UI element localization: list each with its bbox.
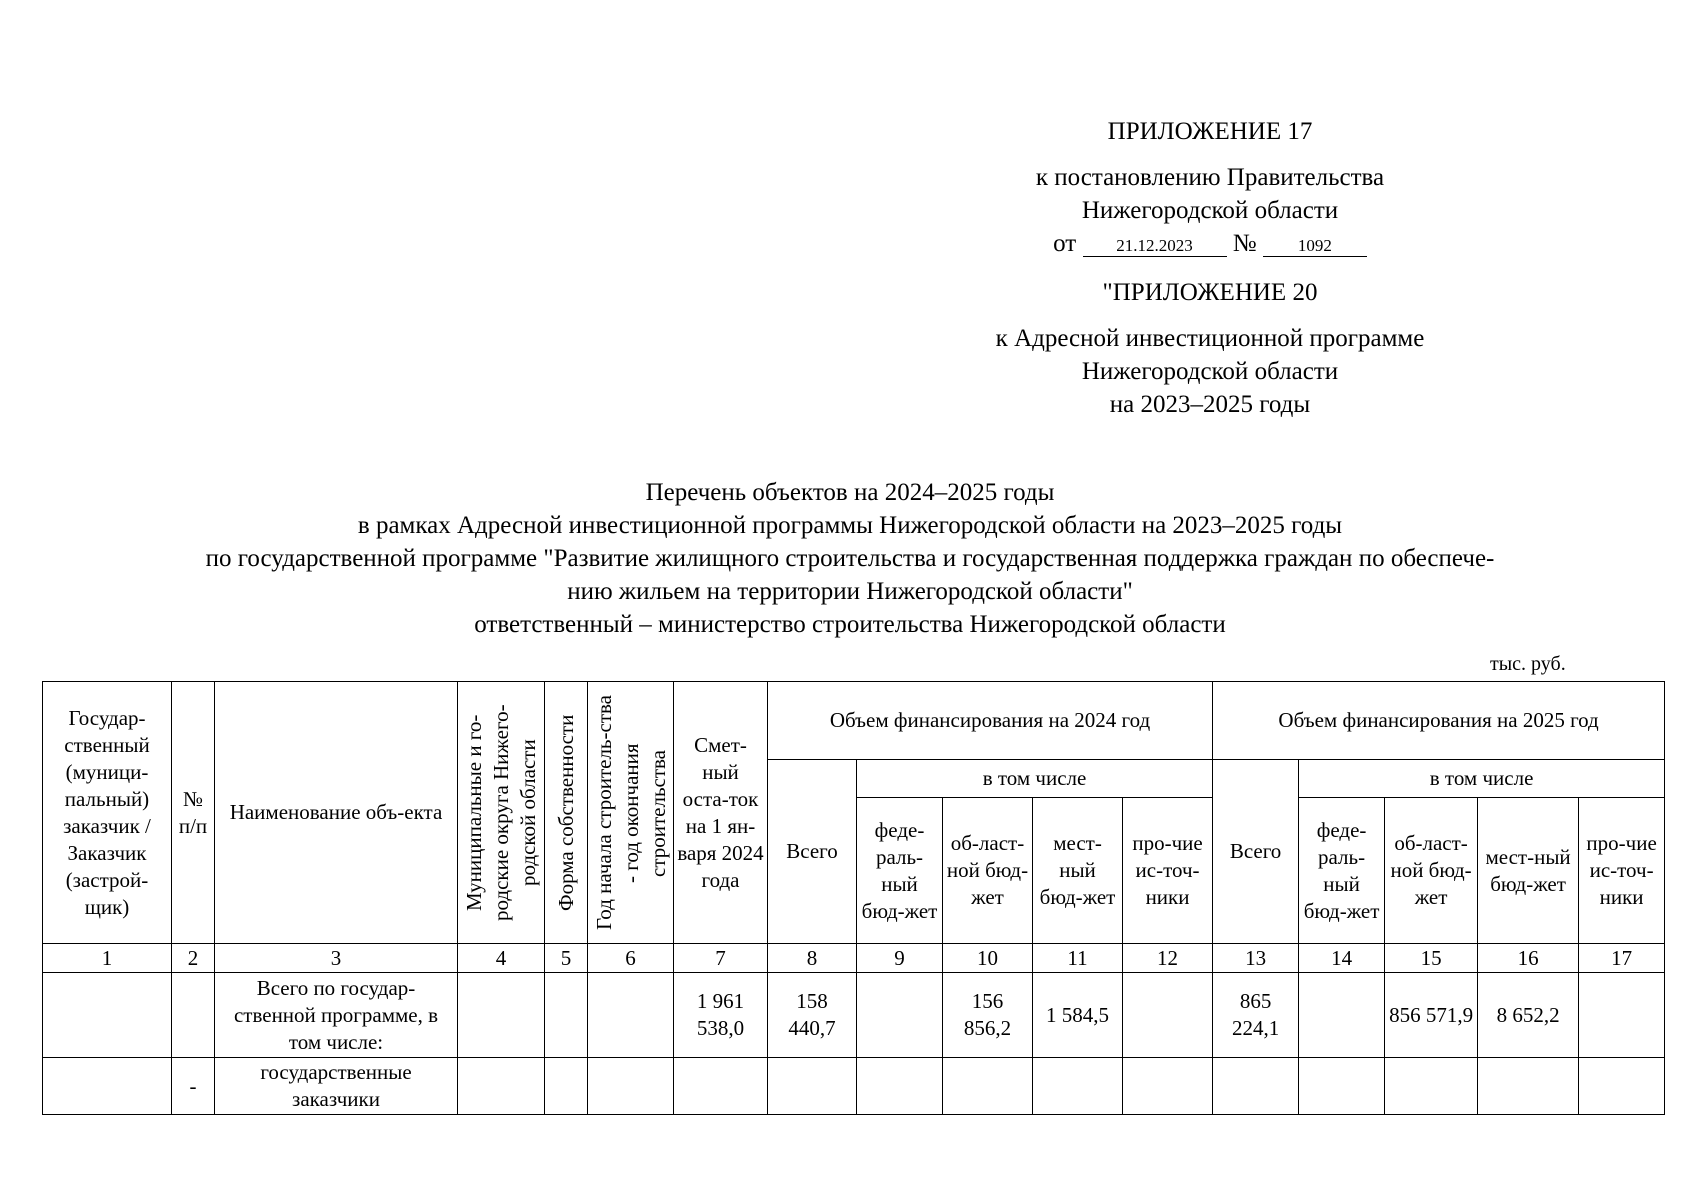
column-number: 13 [1213, 944, 1299, 973]
cell-estimate: 1 961 538,0 [674, 973, 768, 1058]
cell-object-name: Всего по государ-ственной программе, в том числе: [215, 973, 458, 1058]
header-districts-text: Муниципальные и го-родские округа Нижего-родской области [462, 704, 540, 921]
cell-local-2024: 1 584,5 [1033, 973, 1123, 1058]
header-construction-years-text: Год начала строитель-ства - год окончания строительства [592, 695, 670, 930]
cell-local-2025: 8 652,2 [1478, 973, 1579, 1058]
cell-ownership [545, 973, 588, 1058]
column-number: 1 [43, 944, 172, 973]
column-number: 12 [1123, 944, 1213, 973]
resolution-date: 21.12.2023 [1083, 236, 1227, 257]
column-number: 8 [768, 944, 857, 973]
column-number: 3 [215, 944, 458, 973]
header-districts [458, 682, 545, 944]
column-number: 9 [857, 944, 943, 973]
unit-label: тыс. руб. [1490, 653, 1566, 675]
number-label: № [1232, 230, 1257, 257]
cell-object-name: государственные заказчики [215, 1058, 458, 1115]
cell-total-2024: 158 440,7 [768, 973, 857, 1058]
table-row [43, 1058, 1665, 1115]
cell-districts [458, 973, 545, 1058]
column-number: 10 [943, 944, 1033, 973]
header-financing-2025: Объем финансирования на 2025 год [1213, 682, 1665, 760]
title-line-1: Перечень объектов на 2024–2025 годы [645, 479, 1055, 506]
header-ownership [545, 682, 588, 944]
column-number: 11 [1033, 944, 1123, 973]
header-number: № п/п [172, 682, 215, 944]
cell-years [588, 1058, 674, 1115]
header-object-name: Наименование объ-екта [215, 682, 458, 944]
cell-customer [43, 1058, 172, 1115]
cell-regional-2024 [943, 1058, 1033, 1115]
header-total-2024: Всего [768, 760, 857, 944]
title-line-5: ответственный – министерство строительства Нижегородской области [474, 611, 1226, 638]
header-construction-years [588, 682, 674, 944]
date-number-line [960, 227, 1460, 260]
objects-table [42, 681, 1665, 1115]
appendix-title: ПРИЛОЖЕНИЕ 17 [1107, 118, 1313, 145]
title-line-2: в рамках Адресной инвестиционной программы Нижегородской области на 2023–2025 годы [357, 512, 1343, 539]
column-number: 16 [1478, 944, 1579, 973]
header-regional-2025: об-ласт-ной бюд-жет [1385, 798, 1478, 944]
column-number: 15 [1385, 944, 1478, 973]
region-name: Нижегородской области [1081, 197, 1339, 224]
column-numbers-row [43, 944, 1665, 973]
cell-other-2024 [1123, 1058, 1213, 1115]
cell-other-2025 [1579, 973, 1665, 1058]
program-years: на 2023–2025 годы [1109, 391, 1311, 418]
title-line-3: по государственной программе "Развитие жилищного строительства и государственная поддержка граждан по обеспече- [205, 545, 1495, 572]
program-region: Нижегородской области [1081, 358, 1339, 385]
document-title [60, 476, 1640, 641]
column-number: 6 [588, 944, 674, 973]
cell-other-2024 [1123, 973, 1213, 1058]
header-regional-2024: об-ласт-ной бюд-жет [943, 798, 1033, 944]
cell-local-2025 [1478, 1058, 1579, 1115]
header-including-2024: в том числе [857, 760, 1213, 798]
header-federal-2025: феде-раль-ный бюд-жет [1299, 798, 1385, 944]
header-estimate-balance: Смет-ный оста-ток на 1 ян-варя 2024 года [674, 682, 768, 944]
resolution-reference: к постановлению Правительства [1035, 164, 1385, 191]
from-label: от [1053, 230, 1077, 257]
cell-ownership [545, 1058, 588, 1115]
header-other-2024: про-чие ис-точ-ники [1123, 798, 1213, 944]
cell-customer [43, 973, 172, 1058]
header-financing-2024: Объем финансирования на 2024 год [768, 682, 1213, 760]
table-row [43, 973, 1665, 1058]
cell-total-2024 [768, 1058, 857, 1115]
header-including-2025: в том числе [1299, 760, 1665, 798]
header-local-2025: мест-ный бюд-жет [1478, 798, 1579, 944]
column-number: 17 [1579, 944, 1665, 973]
cell-number [172, 973, 215, 1058]
header-local-2024: мест-ный бюд-жет [1033, 798, 1123, 944]
header-customer: Государ-ственный (муници-пальный) заказчик / Заказчик (застрой-щик) [43, 682, 172, 944]
column-number: 5 [545, 944, 588, 973]
cell-regional-2024: 156 856,2 [943, 973, 1033, 1058]
cell-other-2025 [1579, 1058, 1665, 1115]
column-number: 7 [674, 944, 768, 973]
cell-federal-2025 [1299, 1058, 1385, 1115]
resolution-number: 1092 [1263, 236, 1367, 257]
header-federal-2024: феде-раль-ный бюд-жет [857, 798, 943, 944]
appendix20-title: "ПРИЛОЖЕНИЕ 20 [1102, 279, 1318, 306]
column-number: 14 [1299, 944, 1385, 973]
cell-number: - [172, 1058, 215, 1115]
cell-estimate [674, 1058, 768, 1115]
cell-federal-2024 [857, 973, 943, 1058]
program-reference: к Адресной инвестиционной программе [995, 325, 1425, 352]
column-number: 4 [458, 944, 545, 973]
column-number: 2 [172, 944, 215, 973]
title-line-4: нию жильем на территории Нижегородской области" [567, 578, 1133, 605]
header-total-2025: Всего [1213, 760, 1299, 944]
cell-years [588, 973, 674, 1058]
cell-federal-2024 [857, 1058, 943, 1115]
cell-regional-2025 [1385, 1058, 1478, 1115]
header-other-2025: про-чие ис-точ-ники [1579, 798, 1665, 944]
cell-federal-2025 [1299, 973, 1385, 1058]
cell-total-2025: 865 224,1 [1213, 973, 1299, 1058]
appendix-header [960, 115, 1460, 421]
cell-regional-2025: 856 571,9 [1385, 973, 1478, 1058]
cell-total-2025 [1213, 1058, 1299, 1115]
cell-local-2024 [1033, 1058, 1123, 1115]
cell-districts [458, 1058, 545, 1115]
header-ownership-text: Форма собственности [553, 714, 578, 911]
